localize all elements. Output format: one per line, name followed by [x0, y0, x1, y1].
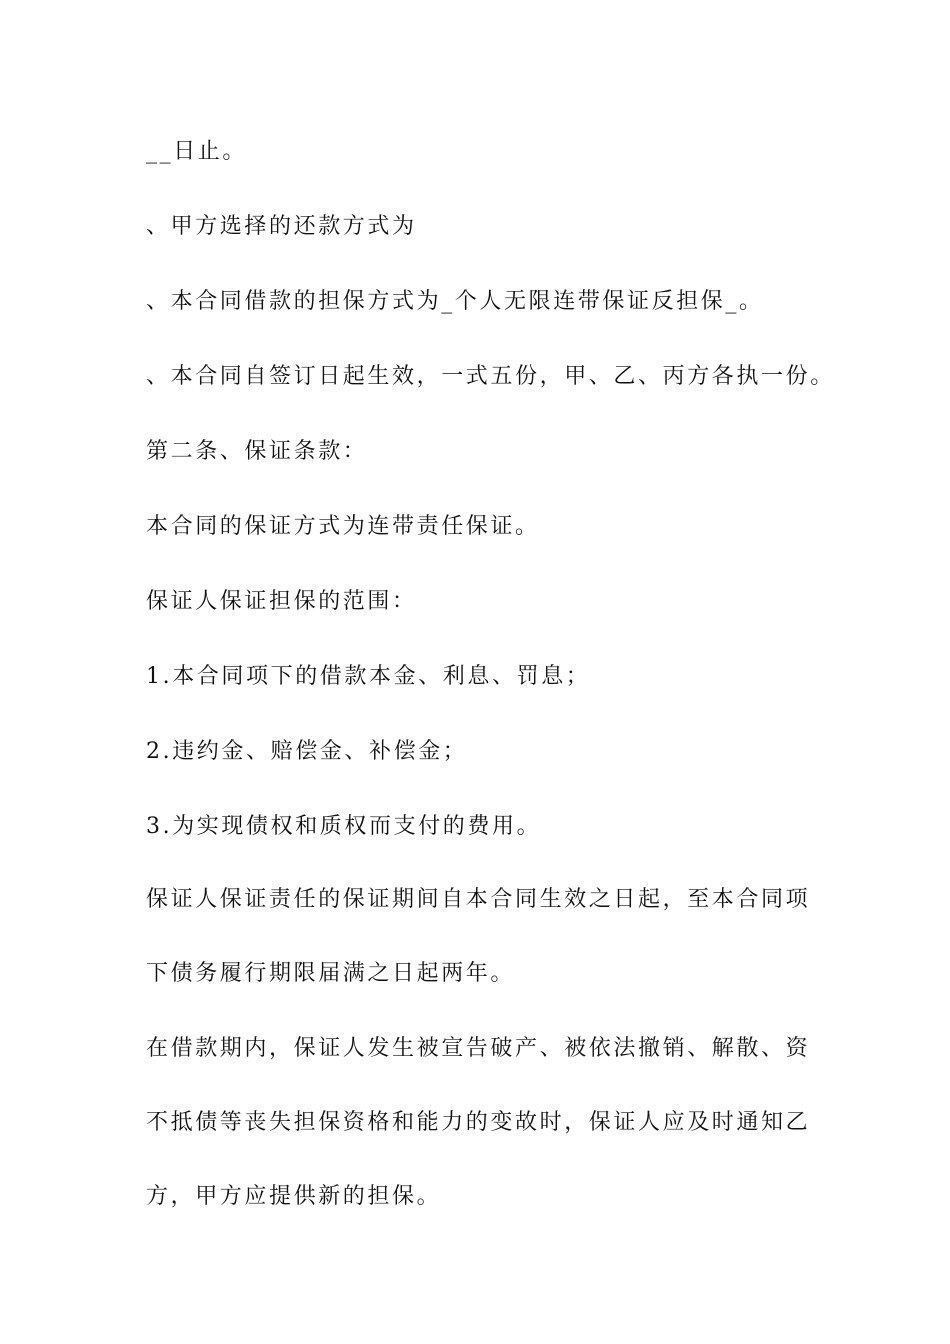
list-item-2: 2.违约金、赔偿金、补偿金； — [146, 739, 468, 764]
text-line-3: 、本合同借款的担保方式为_个人无限连带保证反担保_。 — [146, 289, 764, 314]
list-item-3: 3.为实现债权和质权而支付的费用。 — [146, 814, 542, 839]
text-line-12: 下债务履行期限届满之日起两年。 — [146, 961, 516, 986]
text-line-4: 、本合同自签订日起生效，一式五份，甲、乙、丙方各执一份。 — [146, 364, 835, 389]
text-line-14: 不抵债等丧失担保资格和能力的变故时，保证人应及时通知乙 — [146, 1110, 811, 1135]
text-line-7: 保证人保证担保的范围： — [146, 589, 417, 614]
text-line-6: 本合同的保证方式为连带责任保证。 — [146, 514, 540, 539]
text-line-15: 方，甲方应提供新的担保。 — [146, 1184, 442, 1209]
text-line-11: 保证人保证责任的保证期间自本合同生效之日起，至本合同项 — [146, 887, 811, 912]
text-line-1: __日止。 — [146, 139, 248, 164]
list-item-1: 1.本合同项下的借款本金、利息、罚息； — [146, 664, 591, 689]
section-heading: 第二条、保证条款： — [146, 439, 368, 464]
text-line-2: 、甲方选择的还款方式为 — [146, 214, 417, 239]
text-line-13: 在借款期内，保证人发生被宣告破产、被依法撤销、解散、资 — [146, 1036, 811, 1061]
